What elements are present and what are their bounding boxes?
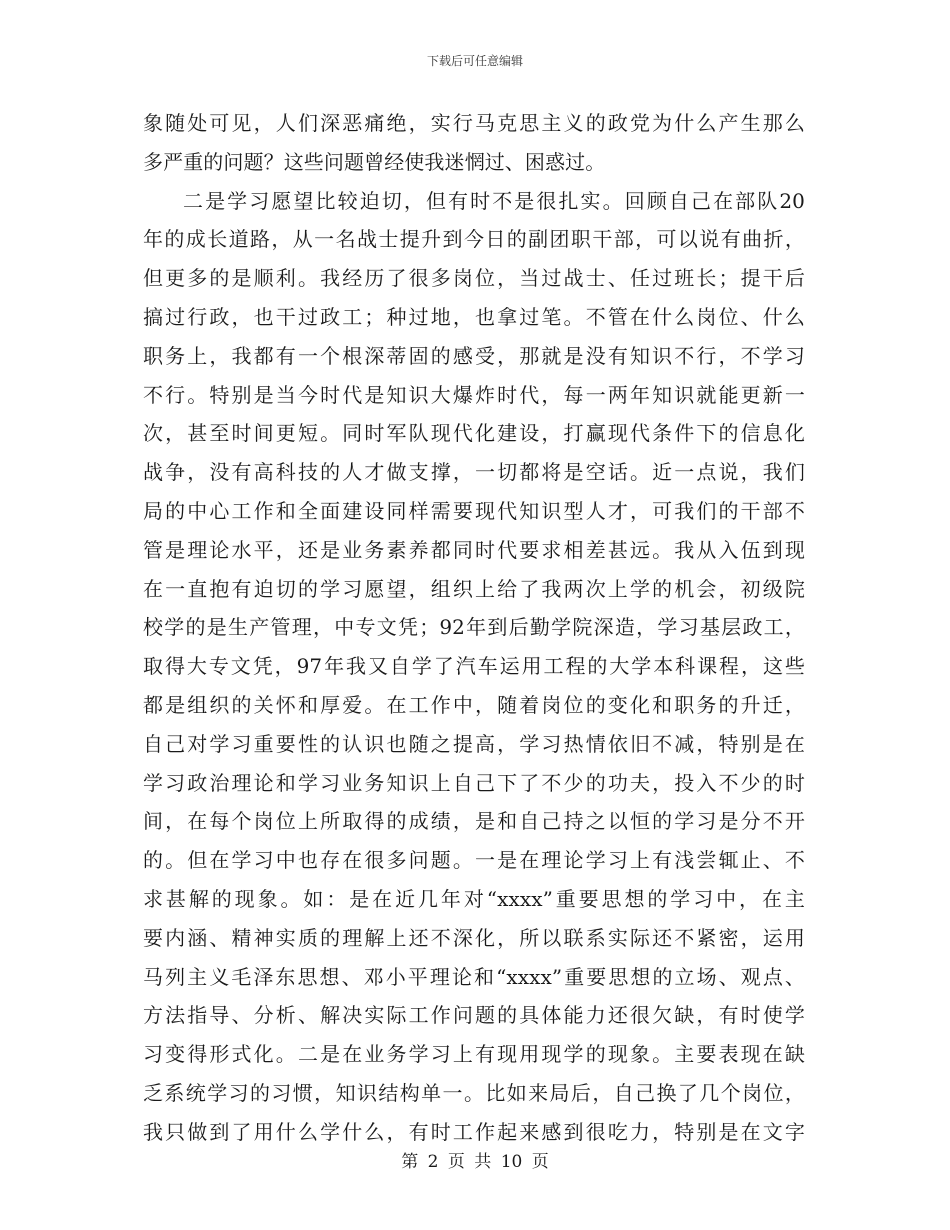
text-line: 求甚解的现象。如：是在近几年对“xxxx”重要思想的学习中，在主 (143, 886, 805, 911)
text-line: 都是组织的关怀和厚爱。在工作中，随着岗位的变化和职务的升迁， (143, 692, 805, 717)
document-body (143, 104, 805, 1152)
text-line: 学习政治理论和学习业务知识上自己下了不少的功夫，投入不少的时 (143, 770, 805, 795)
text-line: 管是理论水平，还是业务素养都同时代要求相差甚远。我从入伍到现 (143, 537, 805, 562)
text-line: 局的中心工作和全面建设同样需要现代知识型人才，可我们的干部不 (143, 498, 805, 523)
text-line: 在一直抱有迫切的学习愿望，组织上给了我两次上学的机会，初级院 (143, 576, 805, 601)
text-line: 自己对学习重要性的认识也随之提高，学习热情依旧不减，特别是在 (143, 731, 805, 756)
text-line: 但更多的是顺利。我经历了很多岗位，当过战士、任过班长；提干后 (143, 266, 805, 291)
text-line: 职务上，我都有一个根深蒂固的感受，那就是没有知识不行，不学习 (143, 343, 805, 368)
text-line: 不行。特别是当今时代是知识大爆炸时代，每一两年知识就能更新一 (143, 382, 805, 407)
paragraph-first-line: 二是学习愿望比较迫切，但有时不是很扎实。回顾自己在部队20 (183, 188, 805, 213)
text-line: 间，在每个岗位上所取得的成绩，是和自己持之以恒的学习是分不开 (143, 809, 805, 834)
text-line: 方法指导、分析、解决实际工作问题的具体能力还很欠缺，有时使学 (143, 1003, 805, 1028)
text-line: 乏系统学习的习惯，知识结构单一。比如来局后，自己换了几个岗位， (143, 1080, 805, 1105)
text-line: 多严重的问题？这些问题曾经使我迷惘过、困惑过。 (143, 149, 606, 174)
text-line: 取得大专文凭，97年我又自学了汽车运用工程的大学本科课程，这些 (143, 654, 805, 679)
text-line: 习变得形式化。二是在业务学习上有现用现学的现象。主要表现在缺 (143, 1042, 805, 1067)
text-line: 的。但在学习中也存在很多问题。一是在理论学习上有浅尝辄止、不 (143, 848, 805, 873)
text-line: 搞过行政，也干过政工；种过地，也拿过笔。不管在什么岗位、什么 (143, 304, 805, 329)
page-header: 下载后可任意编辑 (426, 54, 523, 68)
text-line: 要内涵、精神实质的理解上还不深化，所以联系实际还不紧密，运用 (143, 925, 805, 950)
text-line: 马列主义毛泽东思想、邓小平理论和“xxxx”重要思想的立场、观点、 (143, 964, 805, 989)
text-line: 次，甚至时间更短。同时军队现代化建设，打赢现代条件下的信息化 (143, 421, 805, 446)
text-line: 我只做到了用什么学什么，有时工作起来感到很吃力，特别是在文字 (143, 1119, 805, 1144)
page-number-footer: 第 2 页 共 10 页 (401, 1152, 549, 1172)
text-line: 年的成长道路，从一名战士提升到今日的副团职干部，可以说有曲折， (143, 227, 805, 252)
text-line: 战争，没有高科技的人才做支撑，一切都将是空话。近一点说，我们 (143, 460, 805, 485)
text-line: 象随处可见，人们深恶痛绝，实行马克思主义的政党为什么产生那么 (143, 111, 805, 135)
text-line: 校学的是生产管理，中专文凭；92年到后勤学院深造，学习基层政工， (143, 615, 805, 640)
